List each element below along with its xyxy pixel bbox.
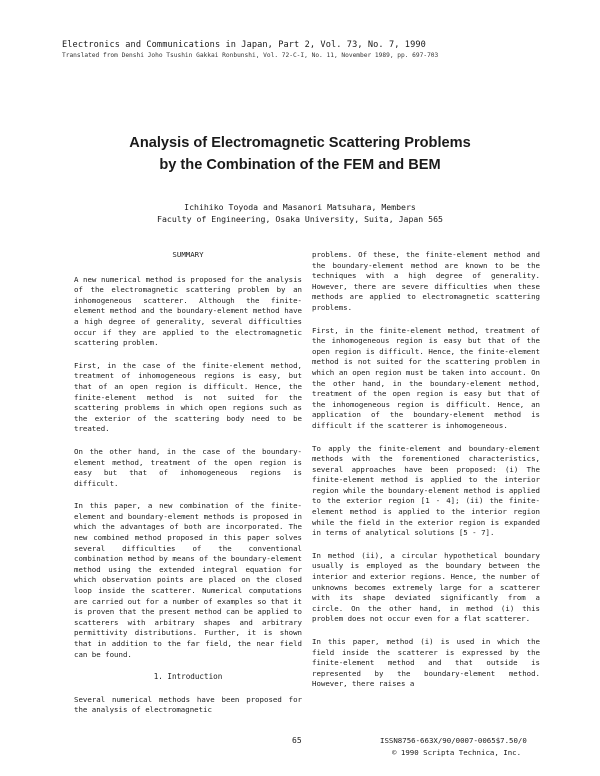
- summary-paragraph: In this paper, a new combination of the finite-element and boundary-element methods is proposed in which the advantages of both are incorporated. The new combined method proposed in this paper solves several difficulties of the conventional combination method by means of the boundary-element method using the extended integral equation for which observation points are placed on the closed loop inside the scatterer. Numerical computations are carried out for a number of examples so that it is proven that the present method can be applied to scatterers with arbitrary shapes and arbitrary permittivity distributions. Further, it is shown that in addition to the far field, the near field can be found.: [74, 501, 302, 659]
- affiliation: Faculty of Engineering, Osaka University, Suita, Japan 565: [157, 214, 443, 224]
- journal-header-line: Electronics and Communications in Japan, Part 2, Vol. 73, No. 7, 1990: [62, 40, 426, 50]
- summary-paragraph: On the other hand, in the case of the boundary-element method, treatment of the open region is easy but that of inhomogeneous regions is difficult.: [74, 446, 302, 488]
- body-paragraph: In method (ii), a circular hypothetical boundary usually is employed as the boundary between the interior and exterior regions. Hence, the number of unknowns becomes extremely large for a scatterer with its shape deviated significantly from a circle. On the other hand, in method (i) this problem does not occur even for a flat scatterer.: [312, 550, 540, 624]
- translation-source-line: Translated from Denshi Joho Tsushin Gakkai Ronbunshi, Vol. 72-C-I, No. 11, November 1989, pp. 697-703: [62, 52, 439, 59]
- issn-line: ISSN8756-663X/90/0007-0065$7.50/0: [380, 736, 527, 745]
- paper-title-line-1: Analysis of Electromagnetic Scattering Problems: [129, 135, 471, 151]
- copyright-line: © 1990 Scripta Technica, Inc.: [392, 748, 522, 757]
- introduction-paragraph: Several numerical methods have been proposed for the analysis of electromagnetic: [74, 694, 302, 715]
- paper-title-line-2: by the Combination of the FEM and BEM: [159, 157, 441, 173]
- body-paragraph: problems. Of these, the finite-element method and the boundary-element method are known to be the techniques with a high degree of generality. However, there are severe difficulties when these methods are applied to electromagnetic scattering problems.: [312, 250, 540, 312]
- page-number: 65: [292, 736, 302, 745]
- paper-title: [0, 132, 600, 176]
- summary-heading: SUMMARY: [172, 250, 204, 259]
- body-paragraph: In this paper, method (i) is used in which the field inside the scatterer is expressed by the finite-element method and that outside is represented by the boundary-element method. However, there raises a: [312, 637, 540, 689]
- left-column: [74, 250, 302, 728]
- introduction-heading: 1. Introduction: [153, 672, 223, 682]
- authors: Ichihiko Toyoda and Masanori Matsuhara, Members: [184, 202, 416, 212]
- right-column: [312, 250, 540, 702]
- body-paragraph: To apply the finite-element and boundary-element methods with the forementioned characteristics, several approaches have been proposed: (i) The finite-element method is applied to the interior region while the boundary-element method is applied to the exterior region [1 - 4]; (ii) the finite-element method is applied to the interior region while the field in the exterior region is expanded in terms of analytical solutions [5 - 7].: [312, 443, 540, 538]
- body-paragraph: First, in the finite-element method, treatment of the inhomogeneous region is easy but that of the open region is difficult. Hence, the finite-element method is not suited for the scattering problem in which an open region must be taken into account. On the other hand, in the boundary-element method, treatment of the open region is easy but that of the inhomogeneous region is difficult. Hence, an application of the boundary-element method is difficult if the scatterer is inhomogeneous.: [312, 325, 540, 430]
- summary-paragraph: A new numerical method is proposed for the analysis of the electromagnetic scattering problem by an inhomogeneous scatterer. Although the finite-element method and the boundary-element method have a high degree of generality, several difficulties occur if they are applied to the electromagnetic scattering problem.: [74, 274, 302, 348]
- summary-paragraph: First, in the case of the finite-element method, treatment of inhomogeneous regions is easy, but that of an open region is difficult. Hence, the finite-element method is not suited for the scattering problems in which open regions such as the exterior of the scattering body need to be treated.: [74, 360, 302, 434]
